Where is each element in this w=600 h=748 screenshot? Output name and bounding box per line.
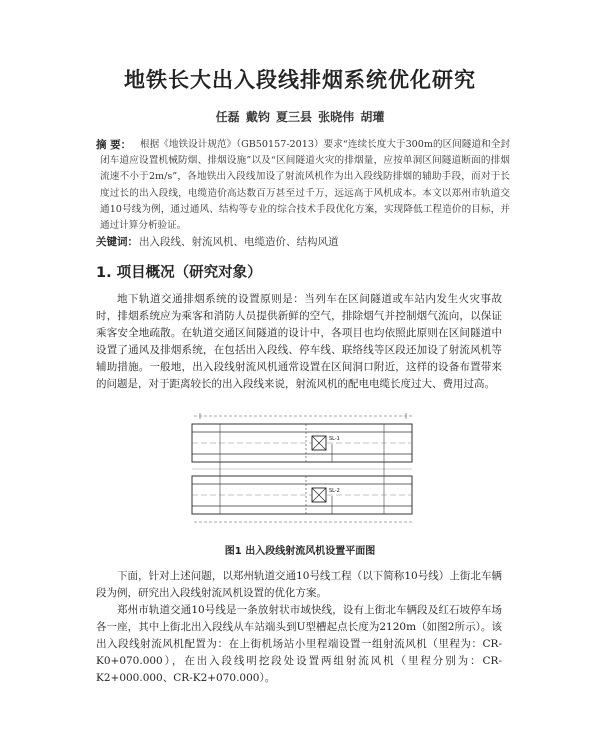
figure-1-plan: [186, 410, 418, 528]
section-paragraph-2: 下面，针对上述问题，以郑州轨道交通10号线工程（以下简称10号线）上街北车辆段为例，研究出入段线射流风机设置的优化方案。: [96, 570, 502, 599]
fan-label-lower: SL-2: [329, 488, 340, 494]
tunnel-plan-drawing: [186, 410, 418, 528]
figure-1-caption: 图1 出入段线射流风机设置平面图: [224, 546, 376, 557]
section-paragraph-1: 地下轨道交通排烟系统的设置原则是：当列车在区间隧道或车站内发生火灾事故时，排烟系统应为乘客和消防人员提供新鲜的空气，排除烟气并控制烟气流向，以保证乘客安全地疏散。在轨道交通区间隧道的设计中，各项目也均依照此原则在区间隧道中设置了通风及排烟系统，在包括出入段线、停车线、联络线等区段还加设了射流风机等辅助措施。一般地，出入段线射流风机通常设置在区间洞口附近，这样的设备布置带来的问题是，对于距离较长的出入段线来说，射流风机的配电电缆长度过大、费用过高。: [96, 293, 502, 390]
paper-title: 地铁长大出入段线排烟系统优化研究: [124, 68, 476, 92]
keywords-label: 关键词：: [96, 236, 138, 248]
section-paragraph-3: 郑州市轨道交通10号线是一条放射状市域快线，设有上街北车辆段及红石坡停车场各一座，其中上街北出入段线从车站端头到U型槽起点长度为2120m（如图2所示）。该出入段线射流风机配置为：在上街机场站小里程端设置一组射流风机（里程为：CR-K0+070.000），在出入段线明挖段处设置两组射流风机（里程分别为：CR-K2+000.000、CR-K2+070.000）。: [96, 604, 502, 684]
abstract-text: [100, 137, 510, 234]
abstract-label: 摘 要：: [96, 139, 132, 151]
keywords-text: 出入段线、射流风机、电缆造价、结构风道: [139, 236, 339, 248]
fan-label-upper: SL-1: [329, 436, 340, 442]
section-heading: 1. 项目概况（研究对象）: [96, 265, 262, 281]
abstract-body: 根据《地铁设计规范》（GB50157-2013）要求“连续长度大于300m的区间隧道和全封闭车道应设置机械防烟、排烟设施”以及“区间隧道火灾的排烟量，应按单洞区间隧道断面的排烟流速不小于2m/s”，各地铁出入段线加设了射流风机作为出入段线防排烟的辅助手段，而对于长度过长的出入段线，电缆造价高达数百万甚至过千万，远远高于风机成本。本文以郑州市轨道交通10号线为例，通过通风、结构等专业的综合技术手段优化方案，实现降低工程造价的目标，并通过计算分析验证。: [100, 139, 510, 232]
paper-authors: 任磊 戴钧 夏三县 张晓伟 胡瓘: [215, 110, 385, 124]
